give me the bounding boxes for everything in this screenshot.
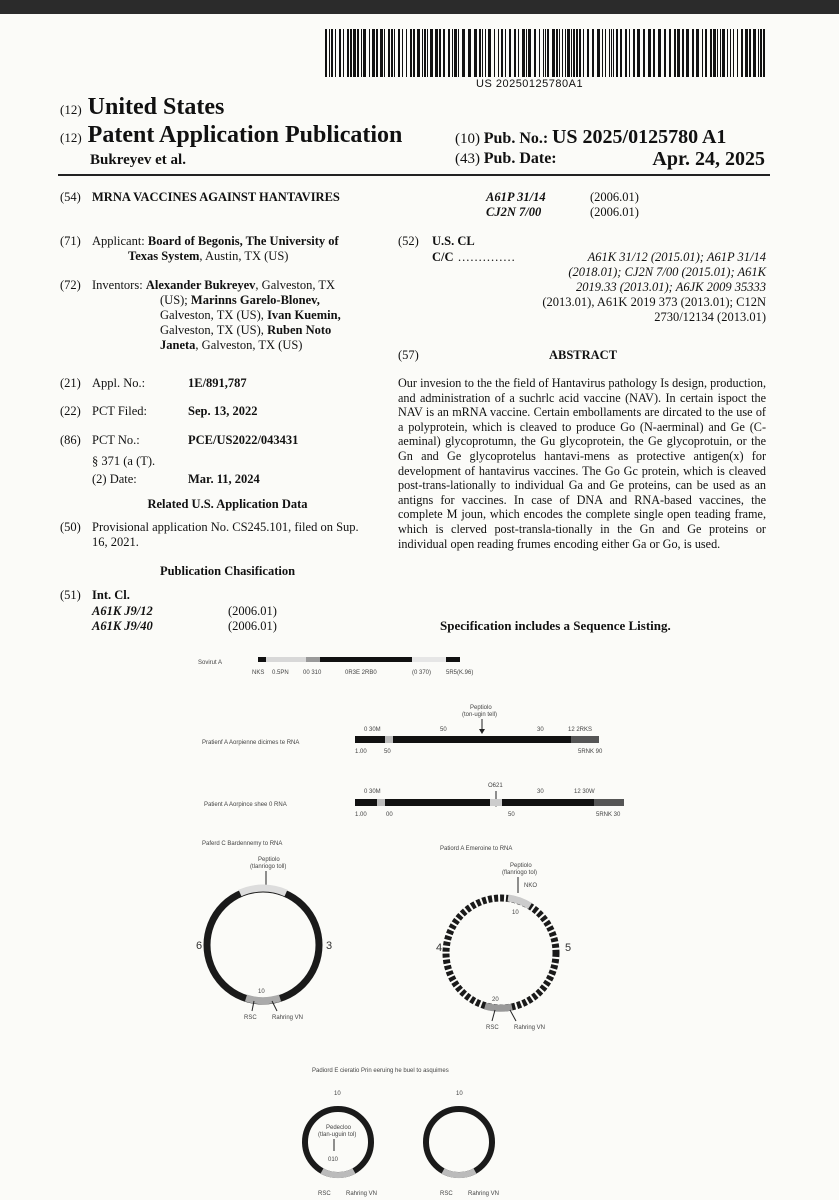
small2-rahring: Rahring VN: [468, 1191, 500, 1197]
patent-page: [0, 14, 839, 1200]
circle1-peptide: Peptiolo: [258, 857, 280, 863]
barcode-bar: [717, 29, 718, 77]
barcode-bar: [576, 29, 578, 77]
row3-track: [355, 799, 624, 806]
barcode-bar: [710, 29, 712, 77]
small-circle2-segment: [443, 1171, 475, 1175]
row3-bottom-tick: 50: [508, 812, 515, 818]
barcode-bar: [406, 29, 407, 77]
circle1-left-label: 6: [196, 940, 203, 952]
barcode-bar: [339, 29, 341, 77]
barcode-bar: [592, 29, 594, 77]
row2-bottom-tick: 1.00: [355, 749, 367, 755]
barcode-bar: [587, 29, 589, 77]
barcode-bar: [567, 29, 570, 77]
barcode-bar: [534, 29, 536, 77]
barcode-bar: [357, 29, 359, 77]
barcode-bar: [745, 29, 748, 77]
circle2-right-label: 5: [565, 942, 572, 954]
barcode-bar: [452, 29, 453, 77]
barcode-bar: [443, 29, 445, 77]
barcode-bar: [474, 29, 477, 77]
barcode-bar: [522, 29, 525, 77]
circle2-top-number: 10: [512, 910, 519, 916]
barcode-bar: [753, 29, 756, 77]
row2-track: [355, 736, 599, 743]
barcode-bar: [653, 29, 655, 77]
barcode-bar: [325, 29, 327, 77]
circle2-left-label: 4: [436, 942, 443, 954]
circle1-rahring: Rahring VN: [272, 1015, 304, 1021]
circle2: [446, 898, 556, 1008]
barcode-bar: [424, 29, 426, 77]
barcode-bar: [664, 29, 666, 77]
barcode-bar: [468, 29, 471, 77]
row1-tick: 5R5(K.96): [446, 670, 474, 676]
barcode-bar: [509, 29, 511, 77]
row1-label: Sovirut A: [198, 660, 223, 666]
row2-peptide-label: (ton-ugin tell): [462, 712, 498, 718]
barcode-bar: [462, 29, 465, 77]
barcode-bar: [677, 29, 680, 77]
barcode-bar: [571, 29, 572, 77]
row2-peptide-label: Peptiolo: [470, 705, 492, 711]
inventors-field: (72) Inventors: Alexander Bukreyev, Galveston, TX (US); Marinns Garelo-Blonev, Galveston, TX (US), Ivan Kuemin, Galveston, TX (US), Ruben Noto Janeta, Galveston, TX (US): [60, 278, 341, 352]
row2-tick: 0 30M: [364, 727, 381, 733]
barcode-bar: [552, 29, 555, 77]
related-heading: Related U.S. Application Data: [147, 497, 308, 511]
circle1-bottom-number: 10: [258, 989, 265, 995]
barcode-bar: [402, 29, 403, 77]
barcode-bar: [682, 29, 684, 77]
circle2-nko: NKO: [524, 883, 538, 889]
circle2-pointer: [492, 1010, 495, 1021]
barcode-bar: [526, 29, 527, 77]
circle1-segment: [246, 998, 280, 1001]
barcode-bar: [410, 29, 412, 77]
date2-field: (2) Date: Mar. 11, 2024: [92, 472, 260, 486]
small1-top-number: 10: [334, 1091, 341, 1097]
int-cl-field: (51) Int. Cl.: [60, 588, 130, 602]
us-cl-field: (52) U.S. CL: [398, 234, 475, 248]
row2-tick: 12 2RKS: [568, 727, 593, 733]
barcode-bar: [737, 29, 738, 77]
barcode-bar: [454, 29, 457, 77]
barcode-bar: [494, 29, 495, 77]
row3-bottom-tick: 5RNK 30: [596, 812, 621, 818]
row3-tick: 30: [537, 789, 544, 795]
applicant-field: (71) Applicant: Board of Begonis, The University of Texas System, Austin, TX (US): [60, 234, 339, 263]
row1-tick: (0 370): [412, 670, 432, 676]
cl-item: A61P 31/14 (2006.01): [486, 190, 639, 204]
pub-date: (43) Pub. Date: Apr. 24, 2025: [455, 148, 765, 170]
barcode-bar: [501, 29, 503, 77]
barcode-bar: [763, 29, 765, 77]
row2-tick: 30: [537, 727, 544, 733]
barcode-bar: [702, 29, 703, 77]
circle2-rsc: RSC: [486, 1025, 499, 1031]
barcode-bar: [611, 29, 612, 77]
barcode-bar: [686, 29, 689, 77]
barcode-bar: [417, 29, 420, 77]
barcode-bar: [350, 29, 352, 77]
barcode-bar: [376, 29, 378, 77]
row3-tick: 12 30W: [574, 789, 595, 795]
barcode-bar: [479, 29, 481, 77]
barcode-bar: [648, 29, 651, 77]
barcode-bar: [384, 29, 385, 77]
cl-item: CJ2N 7/00 (2006.01): [486, 205, 639, 219]
barcode-bar: [380, 29, 383, 77]
appl-no-field: (21) Appl. No.: 1E/891,787: [60, 376, 247, 390]
circle1-title: Paferd C Bardennemy to RNA: [202, 841, 283, 847]
barcode-bar: [448, 29, 450, 77]
barcode-bar: [727, 29, 728, 77]
barcode-bar: [643, 29, 645, 77]
row3-label: Patient A Aorpince shee 0 RNA: [204, 802, 287, 808]
barcode-bar: [528, 29, 531, 77]
small1-mid: 010: [328, 1157, 339, 1163]
circle2-segment: [508, 898, 530, 906]
barcode-bar: [597, 29, 600, 77]
figure: [0, 639, 839, 1199]
row2-bottom-tick: 5RNK 90: [578, 749, 603, 755]
small1-peptide: (tlan-uguin tol): [318, 1132, 357, 1138]
circle1-peptide: (tlanriogo toll): [250, 864, 287, 870]
row2-arrowhead: [479, 729, 485, 734]
row2-tick: 50: [440, 727, 447, 733]
title-field: (54) MRNA VACCINES AGAINST HANTAVIRES: [60, 190, 340, 204]
barcode-bar: [556, 29, 558, 77]
barcode-bar: [741, 29, 743, 77]
barcode-bar: [369, 29, 370, 77]
barcode-bar: [583, 29, 584, 77]
barcode-bar: [485, 29, 486, 77]
country-heading: (12) United States: [60, 94, 225, 120]
barcode-bar: [505, 29, 506, 77]
barcode-bar: [565, 29, 566, 77]
barcode-bar: [579, 29, 581, 77]
barcode-bar: [705, 29, 707, 77]
publication-type-heading: (12) Patent Application Publication: [60, 122, 403, 148]
barcode-bar: [335, 29, 336, 77]
barcode-bar: [545, 29, 546, 77]
barcode-bar: [760, 29, 762, 77]
barcode-bar: [637, 29, 640, 77]
barcode-bar: [363, 29, 366, 77]
barcode-bar: [633, 29, 635, 77]
barcode-bar: [713, 29, 716, 77]
barcode-bar: [613, 29, 614, 77]
int-cl-item: A61K J9/40 (2006.01): [92, 619, 277, 633]
small1-rsc: RSC: [318, 1191, 331, 1197]
circle2-bottom-number: 20: [492, 997, 499, 1003]
barcode-bar: [730, 29, 731, 77]
circle1-right-label: 3: [326, 940, 333, 952]
barcode-bar: [413, 29, 415, 77]
barcode-bar: [347, 29, 349, 77]
barcode-bar: [391, 29, 393, 77]
barcode-bar: [758, 29, 759, 77]
bottom-title: Padiord E cieratio Prin eeruing he buel to asquimes: [312, 1068, 449, 1074]
int-cl-item: A61K J9/12 (2006.01): [92, 604, 277, 618]
barcode: [325, 29, 765, 77]
barcode-bar: [629, 29, 630, 77]
barcode-bar: [458, 29, 459, 77]
barcode-bar: [573, 29, 575, 77]
small-circle2: [426, 1109, 492, 1175]
small2-top-number: 10: [456, 1091, 463, 1097]
sequence-listing-note: Specification includes a Sequence Listing.: [440, 618, 671, 633]
circle1: [207, 889, 319, 1001]
barcode-bar: [543, 29, 544, 77]
circle2-title: Patiord A Emeroine to RNA: [440, 846, 513, 852]
barcode-bar: [696, 29, 699, 77]
cpc-field: C/C .............. A61K 31/12 (2015.01); A61P 31/14 (2018.01); CJ2N 7/00 (2015.01); A61K 2019.33 (2013.01); A6JK 2009 35333 (2013.01), A61K 2019 373 (2013.01); C12N 2730/12134 (2013.01): [432, 250, 766, 324]
barcode-bar: [430, 29, 433, 77]
row3-bottom-tick: 1.00: [355, 812, 367, 818]
barcode-bar: [343, 29, 344, 77]
barcode-bar: [361, 29, 362, 77]
barcode-bar: [692, 29, 694, 77]
pct-no-field: (86) PCT No.: PCE/US2022/043431: [60, 433, 299, 447]
row1-tick: NKS: [252, 670, 265, 676]
provisional-field: (50) Provisional application No. CS245.101, filed on Sup. 16, 2021.: [60, 520, 359, 549]
small2-rsc: RSC: [440, 1191, 453, 1197]
barcode-bar: [482, 29, 483, 77]
row1-track: [258, 657, 460, 662]
barcode-bar: [658, 29, 661, 77]
circle2-peptide: Peptiolo: [510, 863, 532, 869]
barcode-bar: [625, 29, 627, 77]
barcode-bar: [609, 29, 610, 77]
row2-bottom-tick: 50: [384, 749, 391, 755]
pub-class-heading: Publication Chasification: [159, 564, 296, 578]
abstract-text: Our invesion to the the field of Hantavirus pathology Is design, production, and administration of a suchrlc acid vaccine (NAV). In certain ispoct the NAV is an mRNA vaccine. Certain embollaments are dircated to the use of a polyprotein, which is cleaved to produce Go (N-aerminal) and Ge (C-aeminal) glycoprotumn, the Gu glycoprotein, the Ge glycoprotuin, or the Gn and Ge glycoprotelus hantavi-mens as protective antigen(x) for development of hantavirus vaccines. The Go Gc protein, which is cleaved post-trans-lationally to individual Ga and Ge proteins, can be used as an antigns for vaccines. In case of DNA and RNA-based vaccines, the complete M joun, which encodes the complete single open teading frame, which is clerved post-transla-tionally in the Gn and Ge proteins or individual open reading frumes encoding either Ga or Go, is used.: [398, 376, 766, 551]
barcode-bar: [488, 29, 491, 77]
barcode-bar: [388, 29, 390, 77]
row2-label: Pratienf A Aorpienne dicimes te RNA: [202, 740, 300, 746]
circle2-segment: [485, 1006, 512, 1008]
barcode-bar: [669, 29, 671, 77]
barcode-bar: [733, 29, 734, 77]
section-371: § 371 (a (T).: [92, 454, 156, 468]
barcode-number: US 20250125780A1: [476, 78, 584, 90]
barcode-bar: [427, 29, 428, 77]
row3-marker-label: O621: [488, 783, 503, 789]
barcode-bar: [722, 29, 725, 77]
barcode-bar: [605, 29, 606, 77]
barcode-bar: [547, 29, 549, 77]
abstract-heading-row: (57) ABSTRACT: [398, 348, 618, 362]
barcode-bar: [422, 29, 423, 77]
barcode-bar: [353, 29, 356, 77]
barcode-bar: [439, 29, 441, 77]
pct-filed-field: (22) PCT Filed: Sep. 13, 2022: [60, 404, 258, 418]
header-rule: [58, 174, 770, 176]
barcode-bar: [394, 29, 395, 77]
circle2-rahring: Rahring VN: [514, 1025, 546, 1031]
row1-tick: 00 310: [303, 670, 322, 676]
circle1-rsc: RSC: [244, 1015, 257, 1021]
barcode-bar: [518, 29, 519, 77]
small-circle1-segment: [322, 1171, 354, 1175]
circle2-peptide: (flanriogo tol): [502, 870, 538, 876]
barcode-bar: [562, 29, 563, 77]
barcode-bar: [398, 29, 400, 77]
barcode-bar: [616, 29, 618, 77]
row1-tick: 0.5PN: [272, 670, 289, 676]
barcode-bar: [539, 29, 540, 77]
barcode-bar: [749, 29, 751, 77]
row3-bottom-tick: 00: [386, 812, 393, 818]
barcode-bar: [372, 29, 375, 77]
barcode-bar: [602, 29, 603, 77]
barcode-bar: [498, 29, 499, 77]
barcode-bar: [674, 29, 676, 77]
small1-peptide: Pedecloo: [326, 1125, 352, 1131]
row3-tick: 0 30M: [364, 789, 381, 795]
barcode-bar: [720, 29, 721, 77]
small1-rahring: Rahring VN: [346, 1191, 378, 1197]
inventors-short: Bukreyev et al.: [90, 152, 186, 168]
barcode-bar: [435, 29, 438, 77]
row1-tick: 0R3E 2RB0: [345, 670, 377, 676]
pub-number: (10) Pub. No.: US 2025/0125780 A1: [455, 126, 727, 148]
small-circle1: [305, 1109, 371, 1175]
barcode-bar: [514, 29, 516, 77]
barcode-bar: [559, 29, 560, 77]
barcode-bar: [620, 29, 622, 77]
barcode-bar: [331, 29, 333, 77]
barcode-bar: [329, 29, 330, 77]
circle2-pointer: [510, 1010, 516, 1021]
